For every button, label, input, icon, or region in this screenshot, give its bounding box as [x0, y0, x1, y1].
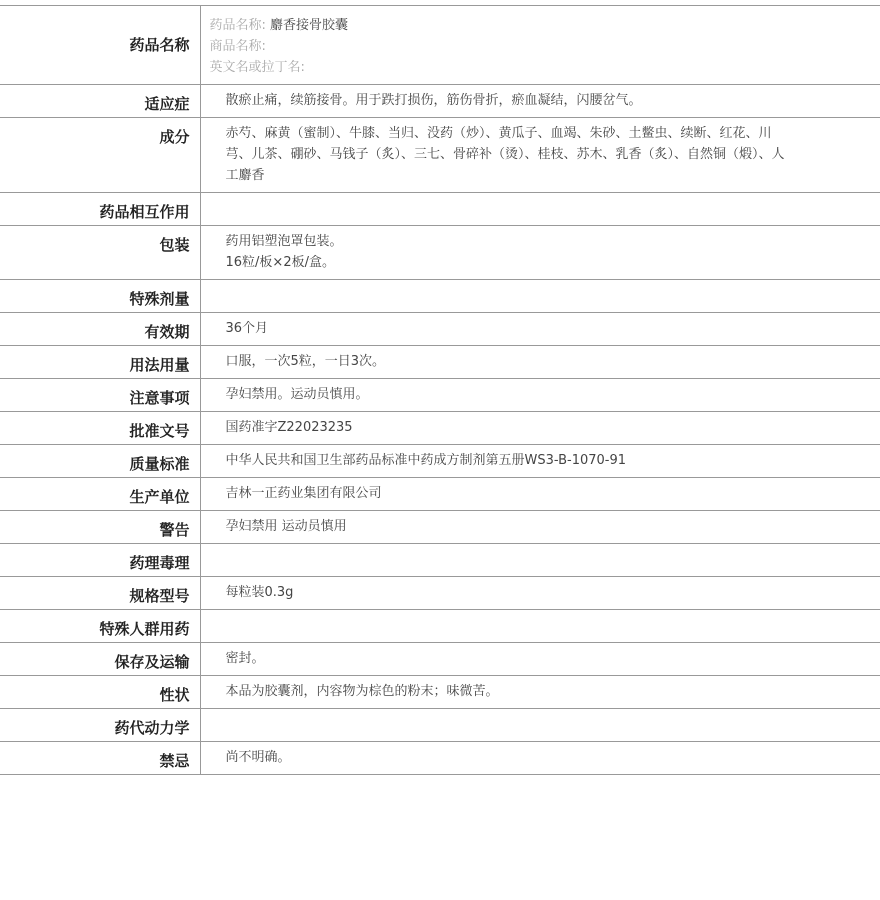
label-approval: 批准文号: [0, 412, 200, 445]
latin-name-key: 英文名或拉丁名:: [209, 60, 305, 75]
label-packaging: 包装: [0, 226, 200, 280]
label-drug-name: 药品名称: [0, 6, 200, 85]
value-special-dose: [200, 280, 880, 313]
row-indication: [0, 85, 880, 118]
packaging-line-2: 16粒/板×2板/盒。: [225, 255, 335, 270]
label-indication: 适应症: [0, 85, 200, 118]
row-precautions: [0, 379, 880, 412]
value-approval: 国药准字Z22023235: [200, 412, 880, 445]
value-shelf-life: 36个月: [200, 313, 880, 346]
value-contraindications: 尚不明确。: [200, 742, 880, 775]
row-approval: [0, 412, 880, 445]
label-storage: 保存及运输: [0, 643, 200, 676]
label-shelf-life: 有效期: [0, 313, 200, 346]
row-packaging: [0, 226, 880, 280]
row-standard: [0, 445, 880, 478]
row-special-dose: [0, 280, 880, 313]
label-manufacturer: 生产单位: [0, 478, 200, 511]
row-drug-name: [0, 6, 880, 85]
row-shelf-life: [0, 313, 880, 346]
label-usage: 用法用量: [0, 346, 200, 379]
value-warning: 孕妇禁用 运动员慎用: [200, 511, 880, 544]
label-appearance: 性状: [0, 676, 200, 709]
label-spec: 规格型号: [0, 577, 200, 610]
value-appearance: 本品为胶囊剂，内容物为棕色的粉末；味微苦。: [200, 676, 880, 709]
row-contraindications: [0, 742, 880, 775]
value-indication: 散瘀止痛，续筋接骨。用于跌打损伤，筋伤骨折，瘀血凝结，闪腰岔气。: [200, 85, 880, 118]
value-usage: 口服，一次5粒，一日3次。: [200, 346, 880, 379]
generic-name-value: 麝香接骨胶囊: [270, 18, 349, 33]
row-storage: [0, 643, 880, 676]
value-precautions: 孕妇禁用。运动员慎用。: [200, 379, 880, 412]
row-special-groups: [0, 610, 880, 643]
value-standard: 中华人民共和国卫生部药品标准中药成方制剂第五册WS3-B-1070-91: [200, 445, 880, 478]
label-special-dose: 特殊剂量: [0, 280, 200, 313]
label-standard: 质量标准: [0, 445, 200, 478]
value-interaction: [200, 193, 880, 226]
trade-name-key: 商品名称:: [209, 39, 266, 54]
row-warning: [0, 511, 880, 544]
value-storage: 密封。: [200, 643, 880, 676]
value-special-groups: [200, 610, 880, 643]
drug-info-table: [0, 5, 880, 775]
drug-name-block: [200, 6, 880, 85]
row-interaction: [0, 193, 880, 226]
value-spec: 每粒装0.3g: [200, 577, 880, 610]
label-special-groups: 特殊人群用药: [0, 610, 200, 643]
label-precautions: 注意事项: [0, 379, 200, 412]
packaging-line-1: 药用铝塑泡罩包装。: [225, 234, 343, 249]
value-pharmacokinetics: [200, 709, 880, 742]
row-spec: [0, 577, 880, 610]
row-ingredients: [0, 118, 880, 193]
label-interaction: 药品相互作用: [0, 193, 200, 226]
row-pharmacokinetics: [0, 709, 880, 742]
value-toxicology: [200, 544, 880, 577]
value-ingredients: 赤芍、麻黄（蜜制）、牛膝、当归、没药（炒）、黄瓜子、血竭、朱砂、土鳖虫、续断、红花、川芎、儿茶、硼砂、马钱子（炙）、三七、骨碎补（烫）、桂枝、苏木、乳香（炙）、自然铜（煅）、人工麝香: [200, 118, 880, 193]
row-usage: [0, 346, 880, 379]
row-appearance: [0, 676, 880, 709]
label-toxicology: 药理毒理: [0, 544, 200, 577]
row-toxicology: [0, 544, 880, 577]
label-contraindications: 禁忌: [0, 742, 200, 775]
label-pharmacokinetics: 药代动力学: [0, 709, 200, 742]
value-packaging: [200, 226, 880, 280]
value-manufacturer: 吉林一正药业集团有限公司: [200, 478, 880, 511]
label-warning: 警告: [0, 511, 200, 544]
label-ingredients: 成分: [0, 118, 200, 193]
generic-name-key: 药品名称:: [209, 18, 266, 33]
row-manufacturer: [0, 478, 880, 511]
